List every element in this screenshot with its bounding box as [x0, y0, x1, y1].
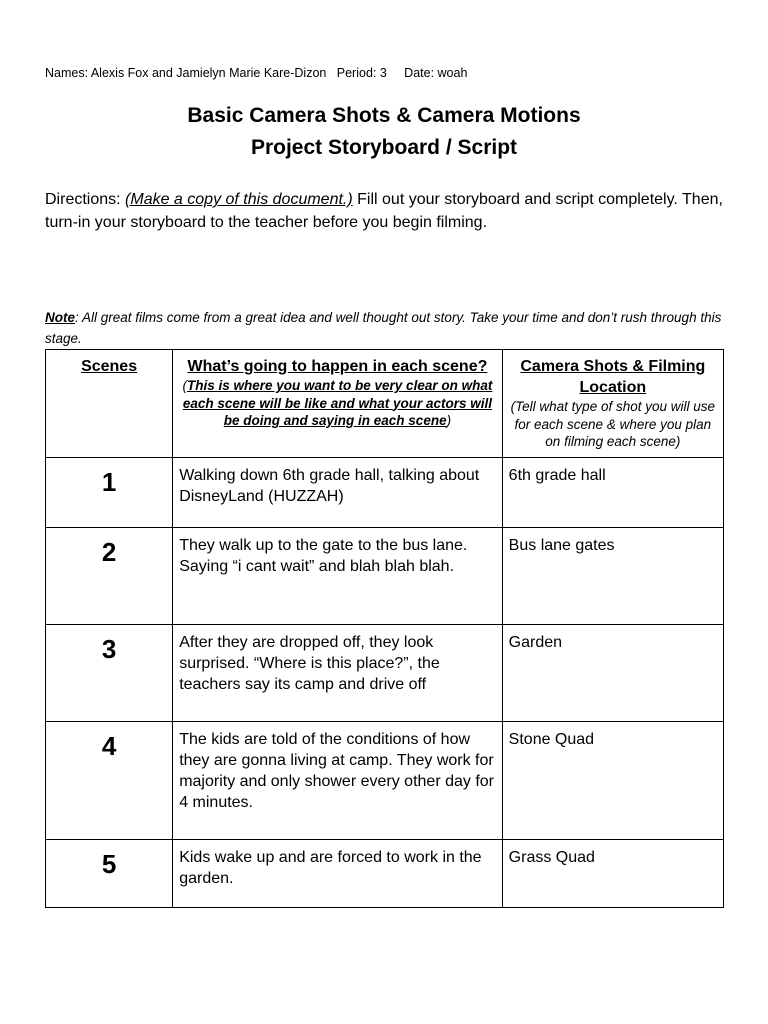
- directions-paragraph: [45, 188, 725, 234]
- header-camera-subtitle: (Tell what type of shot you will use for each scene & where you plan on filming each scene): [510, 399, 716, 449]
- header-scenes-cell: [46, 350, 173, 458]
- table-header-row: [46, 350, 724, 458]
- happen-sub-last: scene: [408, 413, 447, 428]
- document-title: Basic Camera Shots & Camera Motions: [187, 104, 581, 127]
- directions-text: Fill out your storyboard and script completely. Then, turn-in your storyboard to the teacher before you begin filming.: [45, 191, 723, 231]
- directions-label: Directions:: [45, 191, 126, 208]
- scene-camera-location: 6th grade hall: [502, 457, 723, 527]
- scene-camera-location: Grass Quad: [502, 839, 723, 907]
- scene-number: 4: [46, 721, 173, 839]
- scene-description: Walking down 6th grade hall, talking about DisneyLand (HUZZAH): [173, 457, 502, 527]
- note-paragraph: [45, 307, 725, 349]
- scene-number: 2: [46, 527, 173, 624]
- scene-description: They walk up to the gate to the bus lane. Saying “i cant wait” and blah blah blah.: [173, 527, 502, 624]
- table-row: [46, 721, 724, 839]
- table-row: [46, 624, 724, 721]
- header-happen-cell: [173, 350, 502, 458]
- scene-number: 1: [46, 457, 173, 527]
- header-scenes: Scenes: [81, 358, 138, 375]
- note-text: : All great films come from a great idea and well thought out story. Take your time and don’t rush through this stage.: [45, 310, 722, 346]
- header-camera-cell: [502, 350, 723, 458]
- copy-note: (Make a copy of this document.): [125, 191, 353, 208]
- paren-close: ): [446, 413, 452, 428]
- table-row: [46, 457, 724, 527]
- scene-number: 3: [46, 624, 173, 721]
- note-label: Note: [45, 310, 75, 325]
- header-happen-title: What’s going to happen in each scene?: [187, 358, 488, 375]
- document-subtitle: Project Storyboard / Script: [250, 136, 518, 159]
- paren-open: (: [182, 378, 187, 393]
- scene-number: 5: [46, 839, 173, 907]
- header-happen-subtitle: [179, 377, 495, 430]
- scene-description: After they are dropped off, they look surprised. “Where is this place?”, the teachers say its camp and drive off: [173, 624, 502, 721]
- scene-description: Kids wake up and are forced to work in the garden.: [173, 839, 502, 907]
- scene-description: The kids are told of the conditions of how they are gonna living at camp. They work for majority and only shower every other day for 4 minutes.: [173, 721, 502, 839]
- table-row: [46, 839, 724, 907]
- storyboard-table: [45, 349, 724, 908]
- table-row: [46, 527, 724, 624]
- scene-camera-location: Garden: [502, 624, 723, 721]
- scene-camera-location: Stone Quad: [502, 721, 723, 839]
- happen-sub-bold: This is where you want to be very clear on what each scene will be like and what your actors will be doing and saying in each: [182, 378, 493, 428]
- names-period-date-line: Names: Alexis Fox and Jamielyn Marie Kare-Dizon Period: 3 Date: woah: [45, 66, 468, 80]
- header-camera-title: Camera Shots & Filming Location: [520, 358, 706, 396]
- scene-camera-location: Bus lane gates: [502, 527, 723, 624]
